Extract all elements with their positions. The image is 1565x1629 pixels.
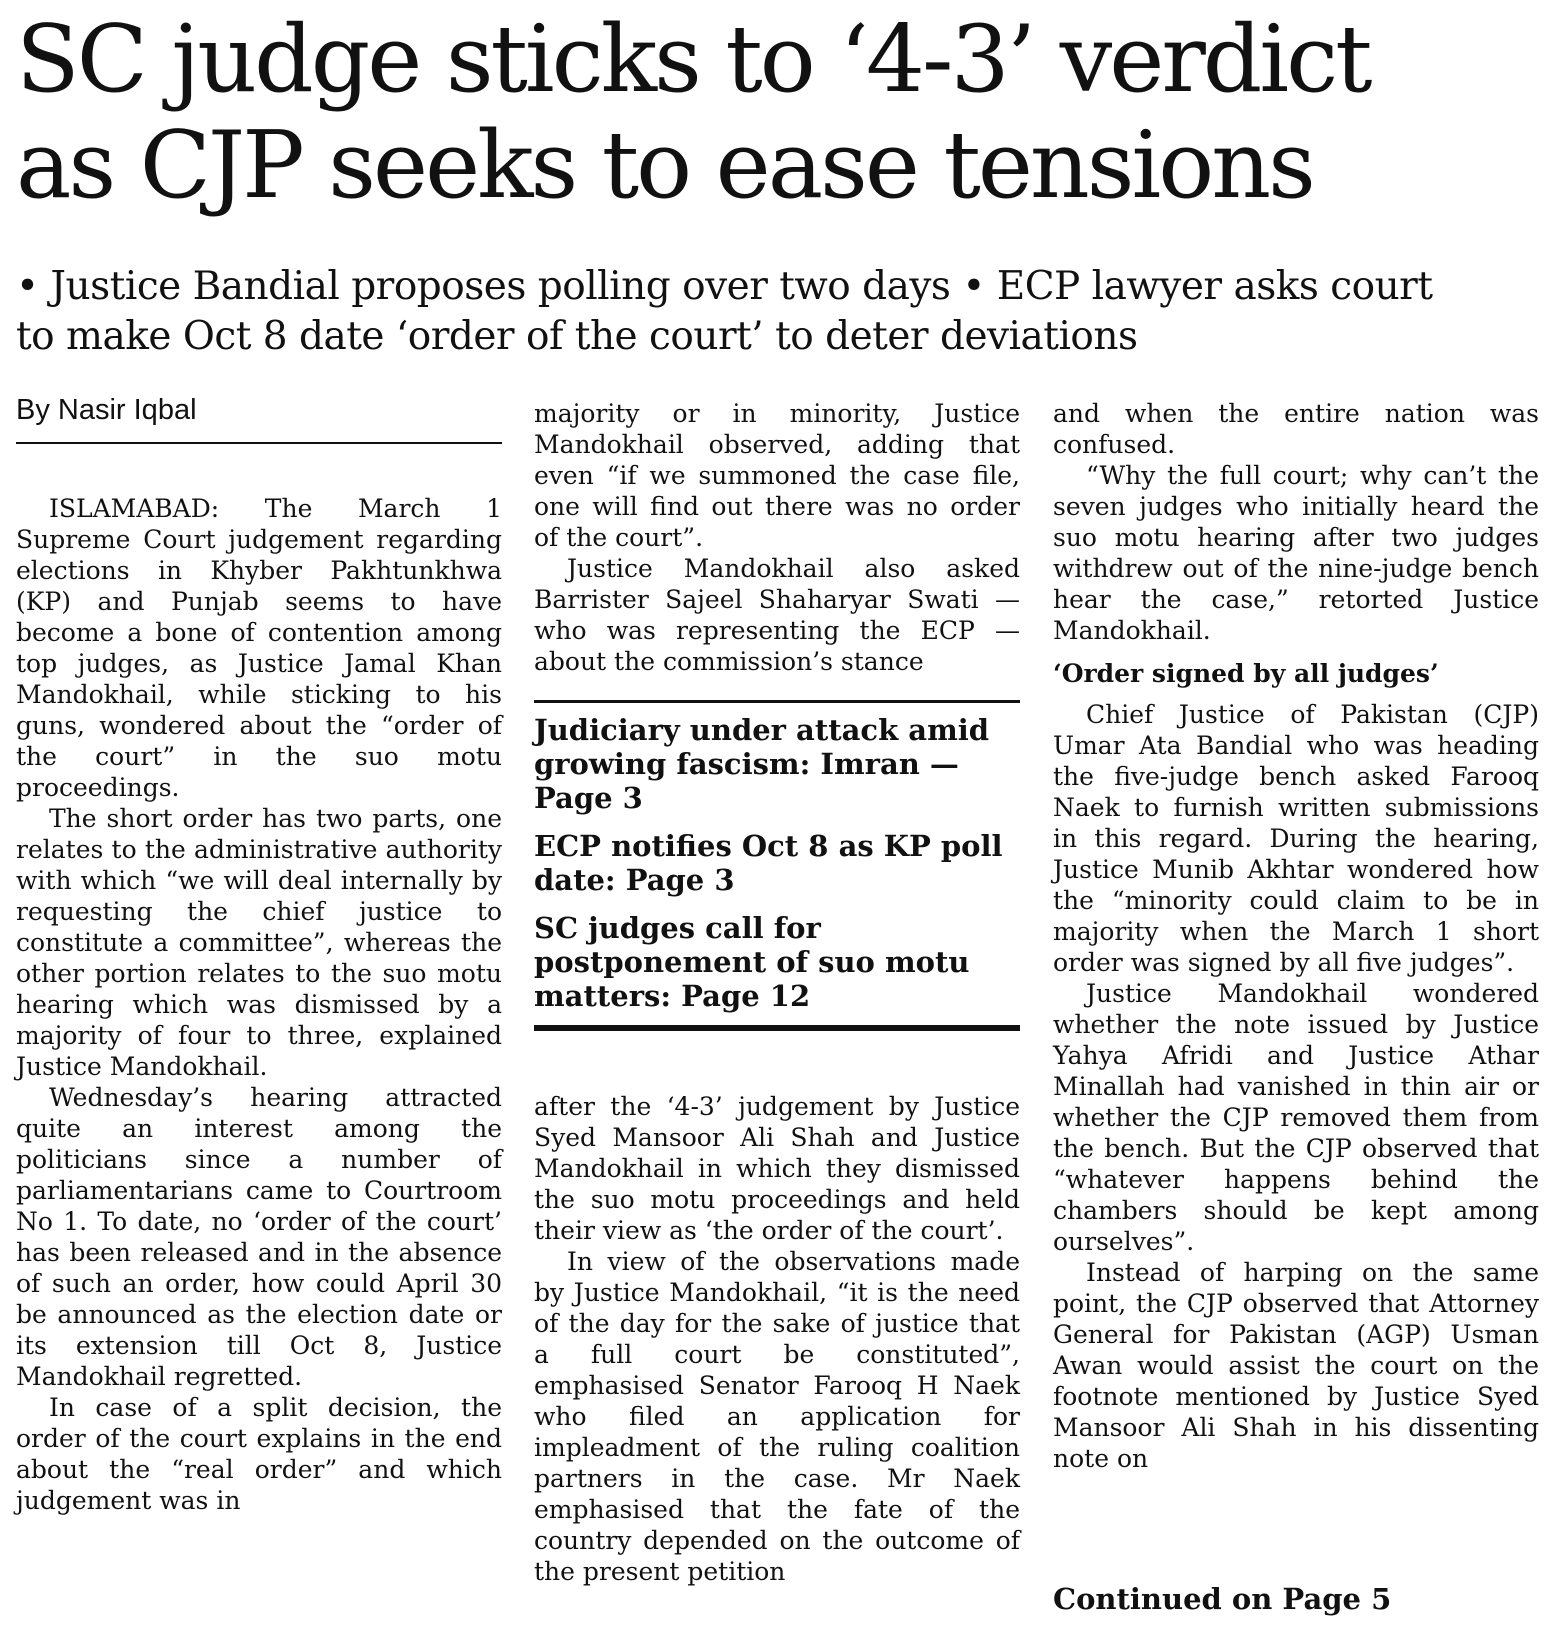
paragraph: “Why the full court; why can’t the seven judges who initially heard the suo motu hearing after two judges withdrew out of the nine-judge bench hear the case,” retorted Justice Mandokhail.	[1053, 461, 1539, 645]
paragraph: and when the entire nation was confused.	[1053, 399, 1539, 459]
paragraph: Wednesday’s hearing attracted quite an interest among the politicians since a number of parliamentarians came to Courtroom No 1. To date, no ‘order of the court’ has been released and in the absence of such an order, how could April 30 be announced as the election date or its extension till Oct 8, Justice Mandokhail regretted.	[16, 1083, 502, 1391]
article-column-2-top	[534, 398, 1020, 677]
paragraph: ISLAMABAD: The March 1 Supreme Court judgement regarding elections in Khyber Pakhtunkhwa (KP) and Punjab seems to have become a bone of contention among top judges, as Justice Jamal Khan Mandokhail, while sticking to his guns, wondered about the “order of the court” in the suo motu proceedings.	[16, 494, 502, 802]
article-column-2-bottom	[534, 1091, 1020, 1587]
paragraph: In view of the observations made by Justice Mandokhail, “it is the need of the day for the sake of justice that a full court be constituted”, emphasised Senator Farooq H Naek who filed an application for impleadment of the ruling coalition partners in the case. Mr Naek emphasised that the fate of the country depended on the outcome of the present petition	[534, 1247, 1020, 1586]
byline: By Nasir Iqbal	[16, 392, 502, 444]
related-story-link[interactable]: SC judges call for postponement of suo motu matters: Page 12	[534, 911, 970, 1013]
paragraph: The short order has two parts, one relates to the administrative authority with which “we will deal internally by requesting the chief justice to constitute a committee”, whereas the other portion relates to the suo motu hearing which was dismissed by a majority of four to three, explained Justice Mandokhail.	[16, 804, 502, 1081]
section-subtitle: ‘Order signed by all judges’	[1053, 659, 1439, 688]
article-column-3	[1053, 398, 1539, 1474]
headline	[16, 6, 1556, 218]
paragraph: Instead of harping on the same point, the CJP observed that Attorney General for Pakistan (AGP) Usman Awan would assist the court on the footnote mentioned by Justice Syed Mansoor Ali Shah in his dissenting note on	[1053, 1258, 1539, 1473]
subhead-line-2: to make Oct 8 date ‘order of the court’ to deter deviations	[16, 314, 1138, 359]
article-column-1	[16, 493, 502, 1516]
paragraph: majority or in minority, Justice Mandokhail observed, adding that even “if we summoned the case file, one will find out there was no order of the court”.	[534, 399, 1020, 552]
continued-on-page-link[interactable]: Continued on Page 5	[1053, 1582, 1392, 1616]
subhead-line-1: • Justice Bandial proposes polling over two days • ECP lawyer asks court	[16, 264, 1433, 309]
paragraph: after the ‘4-3’ judgement by Justice Syed Mansoor Ali Shah and Justice Mandokhail in which they dismissed the suo motu proceedings and held their view as ‘the order of the court’.	[534, 1092, 1020, 1245]
paragraph: In case of a split decision, the order of the court explains in the end about the “real order” and which judgement was in	[16, 1393, 502, 1515]
paragraph: Justice Mandokhail also asked Barrister Sajeel Shaharyar Swati — who was representing the ECP — about the commission’s stance	[534, 554, 1020, 676]
related-story-link[interactable]: Judiciary under attack amid growing fascism: Imran — Page 3	[534, 713, 990, 815]
subheadline	[16, 262, 1556, 362]
headline-line-2: as CJP seeks to ease tensions	[16, 111, 1313, 219]
related-story-link[interactable]: ECP notifies Oct 8 as KP poll date: Page 3	[534, 829, 1003, 897]
related-stories-box	[534, 700, 1020, 1031]
paragraph: Chief Justice of Pakistan (CJP) Umar Ata Bandial who was heading the five-judge bench asked Farooq Naek to furnish written submissions in this regard. During the hearing, Justice Munib Akhtar wondered how the “minority could claim to be in majority when the March 1 short order was signed by all five judges”.	[1053, 700, 1539, 977]
headline-line-1: SC judge sticks to ‘4-3’ verdict	[16, 5, 1370, 113]
paragraph: Justice Mandokhail wondered whether the note issued by Justice Yahya Afridi and Justice Athar Minallah had vanished in thin air or whether the CJP removed them from the bench. But the CJP observed that “whatever happens behind the chambers should be kept among ourselves”.	[1053, 979, 1539, 1256]
